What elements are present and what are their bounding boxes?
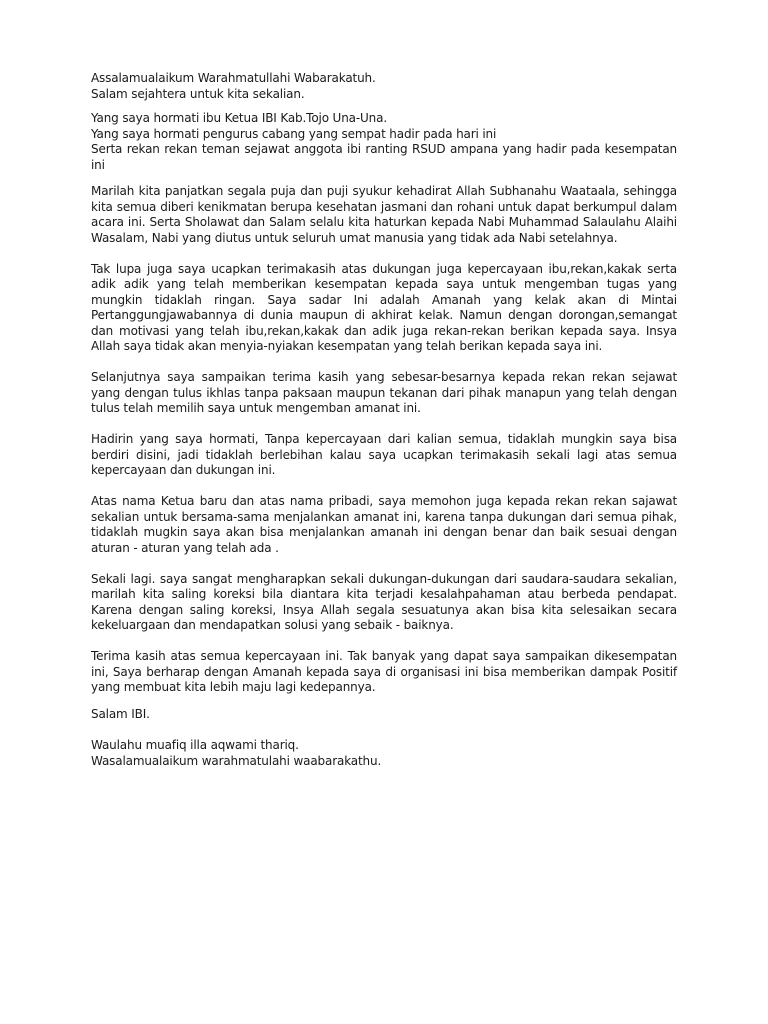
paragraph: Tak lupa juga saya ucapkan terimakasih atas dukungan juga kepercayaan ibu,rekan,kakak serta adik adik yang telah memberikan kesempatan kepada saya untuk mengemban tugas yang mungkin tidaklah ringan. Saya sadar Ini adalah Amanah yang kelak akan di Mintai Pertanggungjawabannya di dunia maupun di akhirat kelak. Namun dengan dorongan,semangat dan motivasi yang telah ibu,rekan,kakak dan adik juga rekan-rekan berikan kepada saya. Insya Allah saya tidak akan menyia-nyiakan kesempatan yang telah berikan kepada saya ini. [91,261,677,353]
closing-block [91,707,677,769]
paragraph: Sekali lagi. saya sangat mengharapkan sekali dukungan-dukungan dari saudara-saudara sekalian, marilah kita saling koreksi bila diantara kita terjadi kesalahpahaman atau berbeda pendapat. Karena dengan saling koreksi, Insya Allah segala sesuatunya akan bisa kita selesaikan secara kekeluargaan dan mendapatkan solusi yang sebaik - baiknya. [91,571,677,632]
greeting-line: Assalamualaikum Warahmatullahi Wabarakatuh. [91,71,376,85]
address-line: Serta rekan rekan teman sejawat anggota ibi ranting RSUD ampana yang hadir pada kesempatan ini [91,142,677,172]
address-line: Yang saya hormati ibu Ketua IBI Kab.Tojo Una-Una. [91,111,387,125]
paragraph: Hadirin yang saya hormati, Tanpa kepercayaan dari kalian semua, tidaklah mungkin saya bisa berdiri disini, jadi tidaklah berlebihan kalau saya ucapkan terimakasih sekali lagi atas semua kepercayaan dan dukungan ini. [91,432,677,477]
greeting-line: Salam sejahtera untuk kita sekalian. [91,86,305,101]
address-line: Yang saya hormati pengurus cabang yang sempat hadir pada hari ini [91,126,497,141]
closing-salam: Salam IBI. [91,707,150,721]
speech-body [91,184,677,711]
closing-line: Waulahu muafiq illa aqwami thariq. [91,738,299,752]
paragraph: Marilah kita panjatkan segala puja dan puji syukur kehadirat Allah Subhanahu Waataala, sehingga kita semua diberi kenikmatan berupa kesehatan jasmani dan rohani untuk dapat berkumpul dalam acara ini. Serta Sholawat dan Salam selalu kita haturkan kepada Nabi Muhammad Salaulahu Alaihi Wasalam, Nabi yang diutus untuk seluruh umat manusia yang tidak ada Nabi setelahnya. [91,184,677,245]
address-block [91,111,677,173]
paragraph: Atas nama Ketua baru dan atas nama pribadi, saya memohon juga kepada rekan rekan sajawat sekalian untuk bersama-sama menjalankan amanat ini, karena tanpa dukungan dari semua pihak, tidaklah mugkin saya akan bisa menjalankan amanah ini dengan benar dan baik sesuai dengan aturan - aturan yang telah ada . [91,494,677,555]
greeting-block [91,71,677,102]
closing-line: Wasalamualaikum warahmatulahi waabarakathu. [91,753,382,768]
paragraph: Terima kasih atas semua kepercayaan ini. Tak banyak yang dapat saya sampaikan dikesempatan ini, Saya berharap dengan Amanah kepada saya di organisasi ini bisa memberikan dampak Positif yang membuat kita lebih maju lagi kedepannya. [91,649,677,694]
paragraph: Selanjutnya saya sampaikan terima kasih yang sebesar-besarnya kepada rekan rekan sejawat yang dengan tulus ikhlas tanpa paksaan maupun tekanan dari pihak manapun yang telah dengan tulus telah memilih saya untuk mengemban amanat ini. [91,370,677,415]
